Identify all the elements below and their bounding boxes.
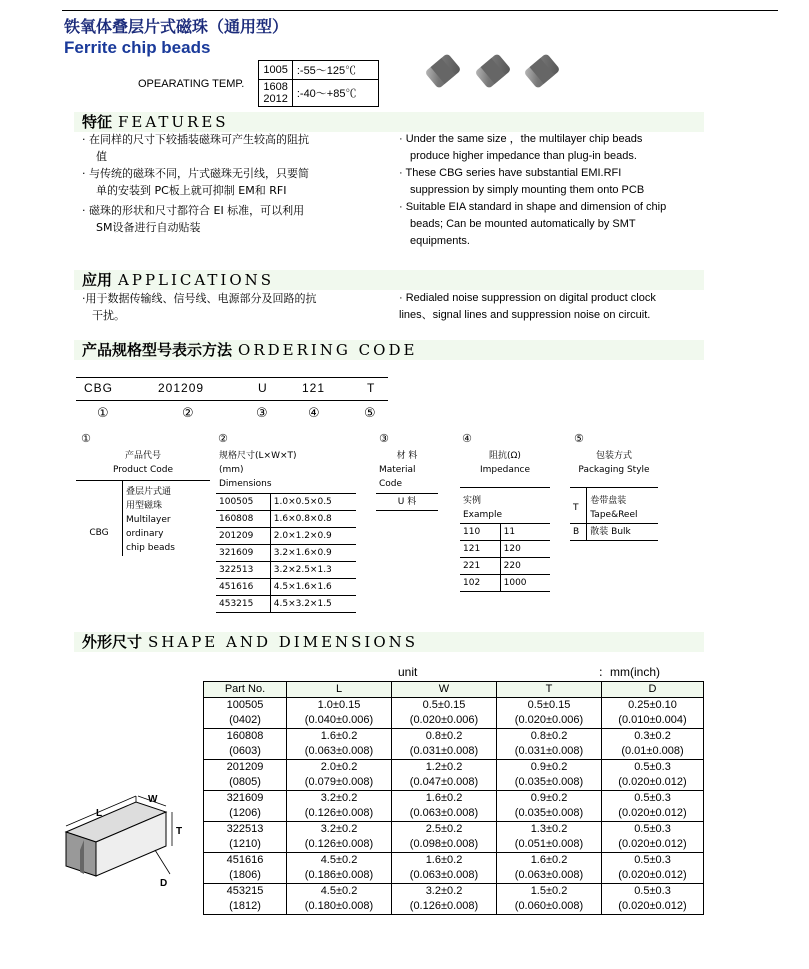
cell-t: 1.3±0.2 [497,822,602,838]
col-t: T [497,682,602,698]
cell-li: (0.126±0.008) [287,837,392,853]
part-num-1: ① [81,432,91,445]
cell-p: 201209 [204,760,287,776]
table-row [204,698,704,714]
part-num-5: ⑤ [574,432,584,445]
cell-pi: (0402) [204,713,287,729]
code-part-1: CBG [84,381,114,395]
dim-label-l: L [96,808,103,819]
col-d: D [602,682,704,698]
material-code-table: 材 料 Material Code U 料 [376,448,438,511]
cell-wi: (0.020±0.006) [392,713,497,729]
cell-w: 2.5±0.2 [392,822,497,838]
cell-l: 1.0±0.15 [287,698,392,714]
temp-range-1: :-55～125℃ [292,61,378,80]
cell-ti: (0.063±0.008) [497,868,602,884]
code-part-5: T [367,381,376,395]
cell-pi: (0603) [204,744,287,760]
cell-l: 4.5±0.2 [287,884,392,900]
code-num-5: ⑤ [364,406,376,421]
chip-bead-image-1 [424,53,461,89]
table-row [204,822,704,838]
code-num-4: ④ [308,406,320,421]
dim-label-d: D [160,878,168,889]
cell-w: 1.2±0.2 [392,760,497,776]
part-num-4: ④ [462,432,472,445]
cell-t: 0.8±0.2 [497,729,602,745]
applications-en: · Redialed noise suppression on digital product clock lines、signal lines and suppression noise on circuit. [399,292,656,321]
cell-d: 0.5±0.3 [602,791,704,807]
applications-cn: ·用于数据传输线、信号线、电源部分及回路的抗 干扰。 [82,292,317,322]
table-row-inch [204,713,704,729]
unit-label: unit [398,665,418,679]
cell-l: 3.2±0.2 [287,822,392,838]
operating-temp-table [132,60,379,107]
temp-label: OPEARATING TEMP. [132,61,259,107]
dim-label-t: T [176,826,183,837]
shape-heading: 外形尺寸 SHAPE AND DIMENSIONS [82,633,419,651]
cell-d: 0.5±0.3 [602,853,704,869]
table-row [204,729,704,745]
features-cn: · 在同样的尺寸下较插装磁珠可产生较高的阻抗 值 · 与传统的磁珠不同，片式磁珠无引线，只要简 单的安装到 PC板上就可抑制 EM和 RFI · 磁珠的形状和尺寸都符合 EI 标准，可以利用 SM设备进行自动贴装 [82,133,309,234]
table-row [204,760,704,776]
cell-wi: (0.098±0.008) [392,837,497,853]
cell-t: 0.5±0.15 [497,698,602,714]
table-row [204,853,704,869]
page-title-cn: 铁氧体叠层片式磁珠（通用型） [64,17,289,36]
packaging-code-table: 包装方式 Packaging Style T 卷带盘装 Tape&Reel B 散装 Bulk [570,448,658,541]
cell-di: (0.020±0.012) [602,775,704,791]
cell-p: 100505 [204,698,287,714]
cell-d: 0.3±0.2 [602,729,704,745]
cell-w: 0.8±0.2 [392,729,497,745]
cell-di: (0.020±0.012) [602,899,704,915]
cell-di: (0.020±0.012) [602,837,704,853]
cell-di: (0.010±0.004) [602,713,704,729]
cell-ti: (0.020±0.006) [497,713,602,729]
cell-di: (0.020±0.012) [602,868,704,884]
cell-ti: (0.035±0.008) [497,775,602,791]
product-code-desc: 叠层片式通 用型磁珠 Multilayer ordinary chip beads [126,487,175,553]
table-row [204,791,704,807]
page-title-en: Ferrite chip beads [64,38,211,57]
unit-value: ：mm(inch) [598,665,660,679]
table-row-inch [204,837,704,853]
ordering-rule-top [76,377,388,378]
chip-dimension-drawing [60,790,200,900]
cell-wi: (0.126±0.008) [392,899,497,915]
features-heading: 特征 FEATURES [82,113,229,131]
temp-size-2: 1608 2012 [259,80,292,107]
code-part-4: 121 [302,381,326,395]
cell-wi: (0.047±0.008) [392,775,497,791]
code-part-3: U [258,381,268,395]
applications-heading: 应用 APPLICATIONS [82,271,275,289]
code-num-2: ② [182,406,194,421]
chip-bead-image-2 [474,53,511,89]
cell-li: (0.040±0.006) [287,713,392,729]
code-part-2: 201209 [158,381,205,395]
cell-w: 0.5±0.15 [392,698,497,714]
features-en: · Under the same size ，the multilayer chip beads produce higher impedance than plug-in beads. · These CBG series have substantial EMI.RFI suppression by simply mounting them onto PCB · Suitable EIA standard in shape and dimension of chip beads; Can be mounted automatically by SMT equipments. [399,133,667,247]
part-num-3: ③ [379,432,389,445]
cell-p: 160808 [204,729,287,745]
cell-t: 0.9±0.2 [497,791,602,807]
cell-li: (0.079±0.008) [287,775,392,791]
cell-p: 321609 [204,791,287,807]
table-row [204,884,704,900]
cell-ti: (0.031±0.008) [497,744,602,760]
cell-wi: (0.063±0.008) [392,868,497,884]
table-row-inch [204,899,704,915]
cell-li: (0.186±0.008) [287,868,392,884]
cell-d: 0.5±0.3 [602,884,704,900]
dimensions-table [203,681,704,915]
cell-t: 0.9±0.2 [497,760,602,776]
cell-w: 1.6±0.2 [392,853,497,869]
dim-label-w: W [148,794,158,805]
cell-di: (0.01±0.008) [602,744,704,760]
cell-l: 2.0±0.2 [287,760,392,776]
product-code-value: CBG [76,481,123,557]
code-num-1: ① [97,406,109,421]
table-row-inch [204,775,704,791]
cell-ti: (0.060±0.008) [497,899,602,915]
ordering-rule-bottom [76,400,388,401]
col-w: W [392,682,497,698]
chip-bead-image-3 [523,53,560,89]
temp-size-1: 1005 [259,61,292,80]
cell-t: 1.6±0.2 [497,853,602,869]
cell-t: 1.5±0.2 [497,884,602,900]
cell-w: 3.2±0.2 [392,884,497,900]
cell-l: 1.6±0.2 [287,729,392,745]
cell-pi: (1206) [204,806,287,822]
cell-l: 4.5±0.2 [287,853,392,869]
material-code-value: U 料 [376,494,438,511]
col-l: L [287,682,392,698]
cell-li: (0.126±0.008) [287,806,392,822]
cell-pi: (1806) [204,868,287,884]
cell-d: 0.25±0.10 [602,698,704,714]
cell-pi: (1210) [204,837,287,853]
cell-li: (0.063±0.008) [287,744,392,760]
table-row-inch [204,744,704,760]
cell-w: 1.6±0.2 [392,791,497,807]
impedance-code-table: 阻抗(Ω) Impedance 实例 Example 110 11 121 120 221 220 102 1000 [460,448,550,592]
cell-di: (0.020±0.012) [602,806,704,822]
cell-l: 3.2±0.2 [287,791,392,807]
cell-p: 453215 [204,884,287,900]
cell-pi: (0805) [204,775,287,791]
table-row-inch [204,806,704,822]
table-row-inch [204,868,704,884]
product-code-table: 产品代号 Product Code CBG 叠层片式通 用型磁珠 Multilayer ordinary chip beads [76,448,210,556]
cell-li: (0.180±0.008) [287,899,392,915]
part-num-2: ② [218,432,228,445]
dimensions-code-table: 规格尺寸(L×W×T) (mm) Dimensions 100505 1.0×0.5×0.5 160808 1.6×0.8×0.8 201209 2.0×1.2×0.9 321609 3.2×1.6×0.9 322513 3.2×2.5×1.3 451616 4.5×1.6×1.6 453215 4.5×3.2×1.5 [216,448,356,613]
cell-p: 322513 [204,822,287,838]
ordering-heading: 产品规格型号表示方法 ORDERING CODE [82,341,418,359]
cell-ti: (0.035±0.008) [497,806,602,822]
cell-p: 451616 [204,853,287,869]
code-num-3: ③ [256,406,268,421]
top-rule [62,10,778,11]
temp-range-2: :-40～+85℃ [292,80,378,107]
cell-ti: (0.051±0.008) [497,837,602,853]
cell-wi: (0.031±0.008) [392,744,497,760]
cell-wi: (0.063±0.008) [392,806,497,822]
cell-d: 0.5±0.3 [602,822,704,838]
cell-pi: (1812) [204,899,287,915]
col-part-no: Part No. [204,682,287,698]
cell-d: 0.5±0.3 [602,760,704,776]
